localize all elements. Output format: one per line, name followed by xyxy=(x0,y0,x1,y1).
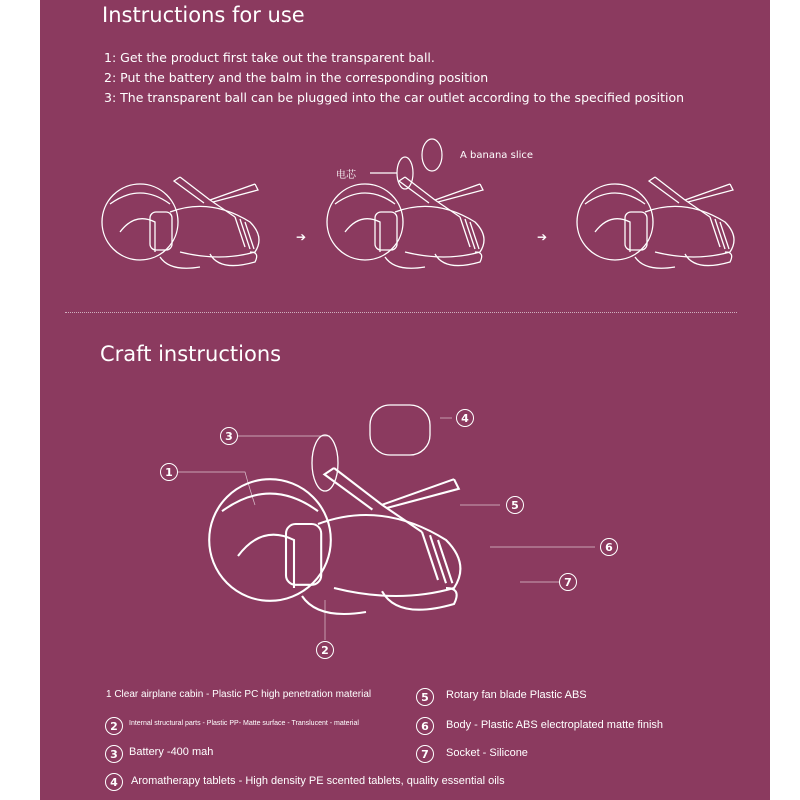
legend-2: Internal structural parts - Plastic PP- Matte surface - Translucent - material xyxy=(129,720,359,727)
callout-2: 2 xyxy=(316,641,334,659)
legend-num-3: 3 xyxy=(105,745,123,763)
usage-step-2: 2: Put the battery and the balm in the corresponding position xyxy=(104,70,489,85)
legend-1: 1 Clear airplane cabin - Plastic PC high penetration material xyxy=(106,689,372,700)
arrow-icon: ➔ xyxy=(296,230,307,244)
legend-num-4: 4 xyxy=(105,773,123,791)
callout-1: 1 xyxy=(160,463,178,481)
usage-step-3: 3: The transparent ball can be plugged into the car outlet according to the specified position xyxy=(104,90,685,105)
legend-7: Socket - Silicone xyxy=(446,747,528,759)
legend-num-2: 2 xyxy=(105,717,123,735)
slice-drawing xyxy=(422,139,442,171)
usage-step-1: 1: Get the product first take out the transparent ball. xyxy=(104,50,435,65)
arrow-icon: ➔ xyxy=(537,230,548,244)
legend-6: Body - Plastic ABS electroplated matte finish xyxy=(446,719,664,731)
section-divider xyxy=(65,312,737,313)
callout-5: 5 xyxy=(506,496,524,514)
battery-drawing xyxy=(397,157,413,189)
battery-label: 电芯 xyxy=(336,170,356,181)
usage-title: Instructions for use xyxy=(102,3,305,27)
legend-num-5: 5 xyxy=(416,688,434,706)
product-illustrations xyxy=(40,0,770,800)
product-panel xyxy=(40,0,770,800)
plane-step-1 xyxy=(102,177,259,268)
callout-3: 3 xyxy=(220,427,238,445)
legend-4: Aromatherapy tablets - High density PE scented tablets, quality essential oils xyxy=(131,775,505,787)
battery-exploded xyxy=(312,435,338,491)
craft-title: Craft instructions xyxy=(100,342,282,366)
slice-label: A banana slice xyxy=(460,150,534,161)
legend-5: Rotary fan blade Plastic ABS xyxy=(446,689,587,701)
callout-6: 6 xyxy=(600,538,618,556)
callout-7: 7 xyxy=(559,573,577,591)
legend-3: Battery -400 mah xyxy=(129,746,214,758)
plane-step-3 xyxy=(577,177,734,268)
tablet-exploded xyxy=(370,405,430,455)
legend-num-6: 6 xyxy=(416,717,434,735)
legend-num-7: 7 xyxy=(416,745,434,763)
callout-4: 4 xyxy=(456,409,474,427)
plane-step-2 xyxy=(327,177,484,268)
plane-exploded xyxy=(209,468,460,614)
